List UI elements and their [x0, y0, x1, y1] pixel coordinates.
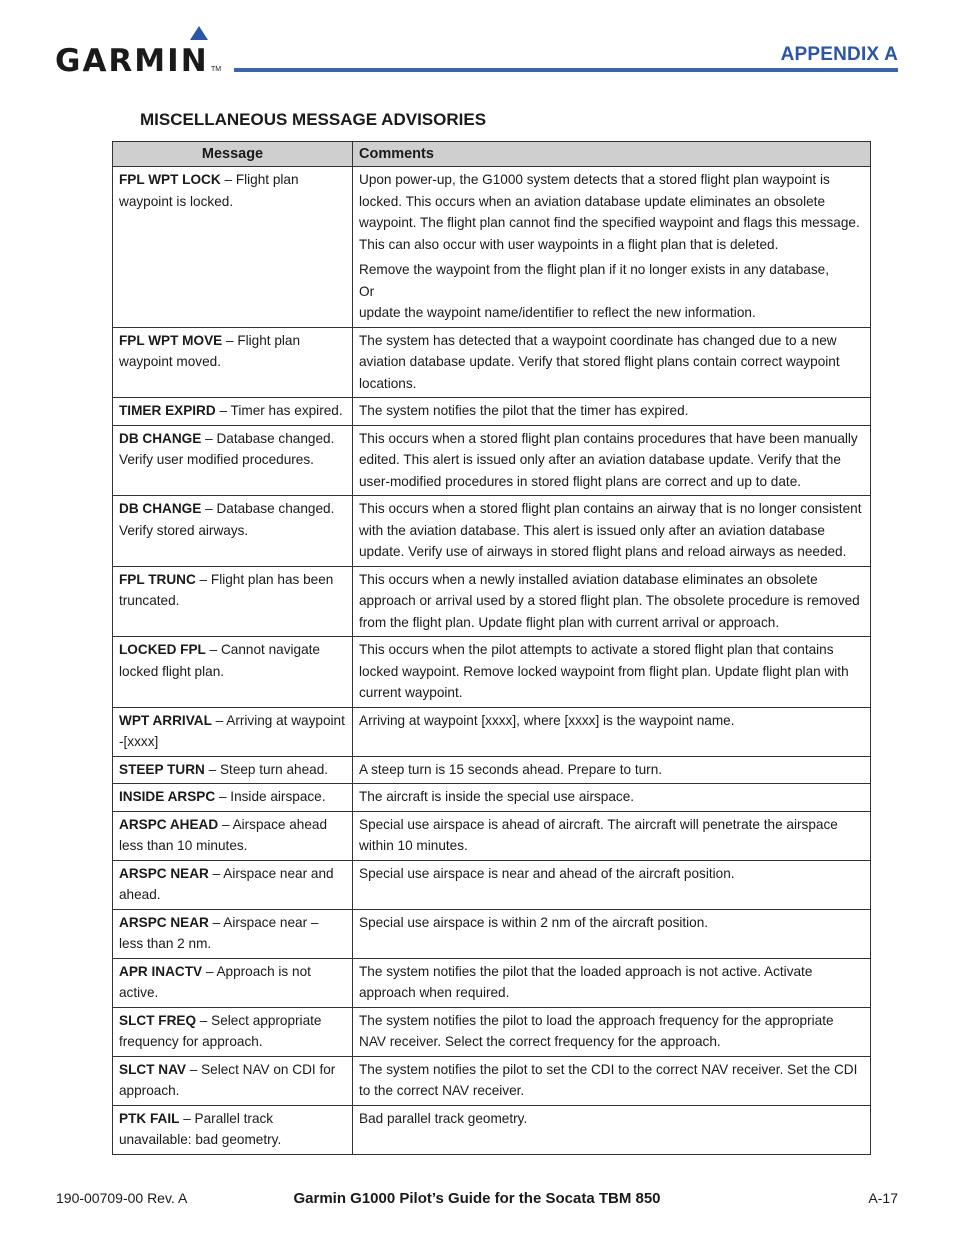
comment-paragraph: A steep turn is 15 seconds ahead. Prepare to turn.: [359, 761, 663, 777]
logo-wordmark: GARMIN: [55, 43, 209, 79]
message-cell: [113, 496, 353, 567]
message-cell: [113, 707, 353, 756]
footer-title: Garmin G1000 Pilot’s Guide for the Socata TBM 850: [293, 1190, 661, 1207]
table-row: [113, 958, 871, 1007]
message-description: – Airspace ahead less than 10 minutes.: [119, 816, 328, 853]
table-row: [113, 1056, 871, 1105]
table-row: [113, 327, 871, 398]
message-description: – Steep turn ahead.: [204, 761, 329, 777]
comments-cell: [353, 784, 871, 812]
message-description: – Inside airspace.: [215, 789, 326, 804]
message-description: – Timer has expired.: [215, 403, 343, 418]
message-description: – Parallel track unavailable: bad geometry.: [119, 1110, 282, 1147]
message-code: TIMER EXPIRD: [119, 403, 216, 418]
message-cell: [113, 784, 353, 812]
message-description: – Select NAV on CDI for approach.: [119, 1061, 336, 1098]
message-description: – Arriving at waypoint -[xxxx]: [119, 712, 345, 749]
message-code: ARSPC AHEAD: [119, 816, 219, 832]
table-row: [113, 398, 871, 426]
table-row: [113, 811, 871, 860]
message-description: – Flight plan has been truncated.: [119, 571, 334, 608]
message-code: PTK FAIL: [119, 1110, 180, 1126]
message-cell: [113, 811, 353, 860]
message-cell: [113, 327, 353, 398]
table-row: [113, 707, 871, 756]
footer-doc-number: 190-00709-00 Rev. A: [56, 1190, 188, 1206]
comments-cell: [353, 1056, 871, 1105]
table-row: [113, 756, 871, 784]
message-code: STEEP TURN: [119, 761, 205, 777]
comment-paragraph: Arriving at waypoint [xxxx], where [xxxx] is the waypoint name.: [359, 712, 735, 728]
footer-page-number: A-17: [868, 1190, 898, 1206]
table-row: [113, 637, 871, 708]
column-header-comments: Comments: [353, 142, 871, 167]
comment-paragraph: This occurs when a newly installed aviation database eliminates an obsolete approach or arrival used by a stored flight plan. The obsolete procedure is removed from the flight plan. Update flight plan with current arrival or approach.: [359, 571, 860, 630]
comment-paragraph: Special use airspace is ahead of aircraft. The aircraft will penetrate the airspace within 10 minutes.: [359, 816, 838, 853]
message-description: – Select appropriate frequency for approach.: [119, 1012, 322, 1049]
comment-paragraph: The system notifies the pilot that the loaded approach is not active. Activate approach when required.: [359, 963, 813, 1000]
message-cell: [113, 1105, 353, 1154]
comments-cell: [353, 909, 871, 958]
table-row: [113, 909, 871, 958]
comment-paragraph: Bad parallel track geometry.: [359, 1110, 528, 1126]
message-cell: [113, 909, 353, 958]
message-cell: [113, 1056, 353, 1105]
message-code: DB CHANGE: [119, 430, 202, 446]
message-description: – Database changed. Verify stored airways.: [119, 501, 335, 538]
comments-cell: [353, 958, 871, 1007]
message-cell: [113, 566, 353, 637]
message-code: LOCKED FPL: [119, 642, 206, 657]
table-body: [113, 167, 871, 1155]
message-code: APR INACTV: [119, 963, 203, 979]
table-row: [113, 496, 871, 567]
message-code: SLCT FREQ: [119, 1012, 197, 1028]
table-header-row: [113, 142, 871, 167]
table-row: [113, 784, 871, 812]
comments-cell: [353, 425, 871, 496]
message-code: FPL WPT LOCK: [119, 172, 221, 187]
message-code: INSIDE ARSPC: [119, 789, 216, 804]
comments-cell: [353, 756, 871, 784]
message-code: ARSPC NEAR: [119, 865, 209, 881]
table-row: [113, 425, 871, 496]
message-description: – Approach is not active.: [119, 963, 311, 1000]
comments-cell: [353, 167, 871, 328]
message-cell: [113, 398, 353, 426]
comments-cell: [353, 496, 871, 567]
message-cell: [113, 1007, 353, 1056]
comment-paragraph: This occurs when a stored flight plan contains procedures that have been manually edited. This alert is issued only after an aviation database update. Verify that the user-modified procedures in stored flight plans are correct and up to date.: [359, 430, 858, 489]
comments-cell: [353, 327, 871, 398]
message-cell: [113, 860, 353, 909]
message-cell: [113, 958, 353, 1007]
message-description: – Flight plan waypoint moved.: [119, 332, 301, 369]
message-cell: [113, 756, 353, 784]
comment-paragraph: Special use airspace is within 2 nm of the aircraft position.: [359, 914, 709, 930]
comment-paragraph: Special use airspace is near and ahead of the aircraft position.: [359, 865, 735, 881]
comment-paragraph: The system notifies the pilot to load the approach frequency for the appropriate NAV receiver. Select the correct frequency for the approach.: [359, 1012, 834, 1049]
message-cell: [113, 167, 353, 328]
comment-paragraph: The aircraft is inside the special use airspace.: [359, 789, 635, 804]
message-description: – Airspace near and ahead.: [119, 865, 334, 902]
garmin-logo: [55, 26, 223, 79]
column-header-message: Message: [113, 142, 353, 167]
comments-cell: [353, 707, 871, 756]
comments-cell: [353, 1007, 871, 1056]
comment-paragraph: The system notifies the pilot to set the CDI to the correct NAV receiver. Set the CDI to the correct NAV receiver.: [359, 1061, 858, 1098]
section-title: MISCELLANEOUS MESSAGE ADVISORIES: [140, 110, 487, 129]
table-row: [113, 566, 871, 637]
message-code: ARSPC NEAR: [119, 914, 209, 930]
header-rule: [234, 68, 898, 72]
message-cell: [113, 637, 353, 708]
message-code: SLCT NAV: [119, 1061, 186, 1077]
comment-paragraph: This occurs when the pilot attempts to activate a stored flight plan that contains locked waypoint. Remove locked waypoint from flight plan. Update flight plan with current waypoint.: [359, 642, 849, 700]
message-code: WPT ARRIVAL: [119, 712, 212, 728]
comment-paragraph: Upon power-up, the G1000 system detects that a stored flight plan waypoint is locked. This occurs when an aviation database update eliminates an obsolete waypoint. The flight plan cannot find the specified waypoint and flags this message. This can also occur with user waypoints in a flight plan that is deleted.: [359, 172, 860, 252]
appendix-label: APPENDIX A: [780, 44, 898, 65]
table-row: [113, 1007, 871, 1056]
comment-paragraph: The system has detected that a waypoint coordinate has changed due to a new aviation database update. Verify that stored flight plans contain correct waypoint locations.: [359, 332, 840, 391]
comment-paragraph: This occurs when a stored flight plan contains an airway that is no longer consistent with the aviation database. This alert is issued only after an aviation database update. Verify use of airways in stored flight plans and reload airways as needed.: [359, 501, 862, 559]
message-cell: [113, 425, 353, 496]
message-code: FPL WPT MOVE: [119, 332, 223, 348]
message-advisories-table: [112, 141, 871, 1155]
table-row: [113, 1105, 871, 1154]
message-code: FPL TRUNC: [119, 571, 196, 587]
message-description: – Cannot navigate locked flight plan.: [119, 642, 320, 679]
comments-cell: [353, 1105, 871, 1154]
comments-cell: [353, 860, 871, 909]
comments-cell: [353, 398, 871, 426]
table-row: [113, 167, 871, 328]
message-description: – Database changed. Verify user modified procedures.: [119, 430, 335, 467]
message-code: DB CHANGE: [119, 501, 202, 516]
garmin-triangle-icon: [190, 26, 208, 40]
comment-paragraph: The system notifies the pilot that the timer has expired.: [359, 403, 689, 418]
comment-paragraph: Remove the waypoint from the flight plan if it no longer exists in any database, Or update the waypoint name/identifier to reflect the new information.: [359, 262, 829, 320]
comments-cell: [353, 566, 871, 637]
message-description: – Flight plan waypoint is locked.: [119, 172, 299, 209]
comments-cell: [353, 811, 871, 860]
table-row: [113, 860, 871, 909]
comments-cell: [353, 637, 871, 708]
message-description: – Airspace near – less than 2 nm.: [119, 914, 319, 951]
logo-trademark: TM: [211, 66, 222, 73]
